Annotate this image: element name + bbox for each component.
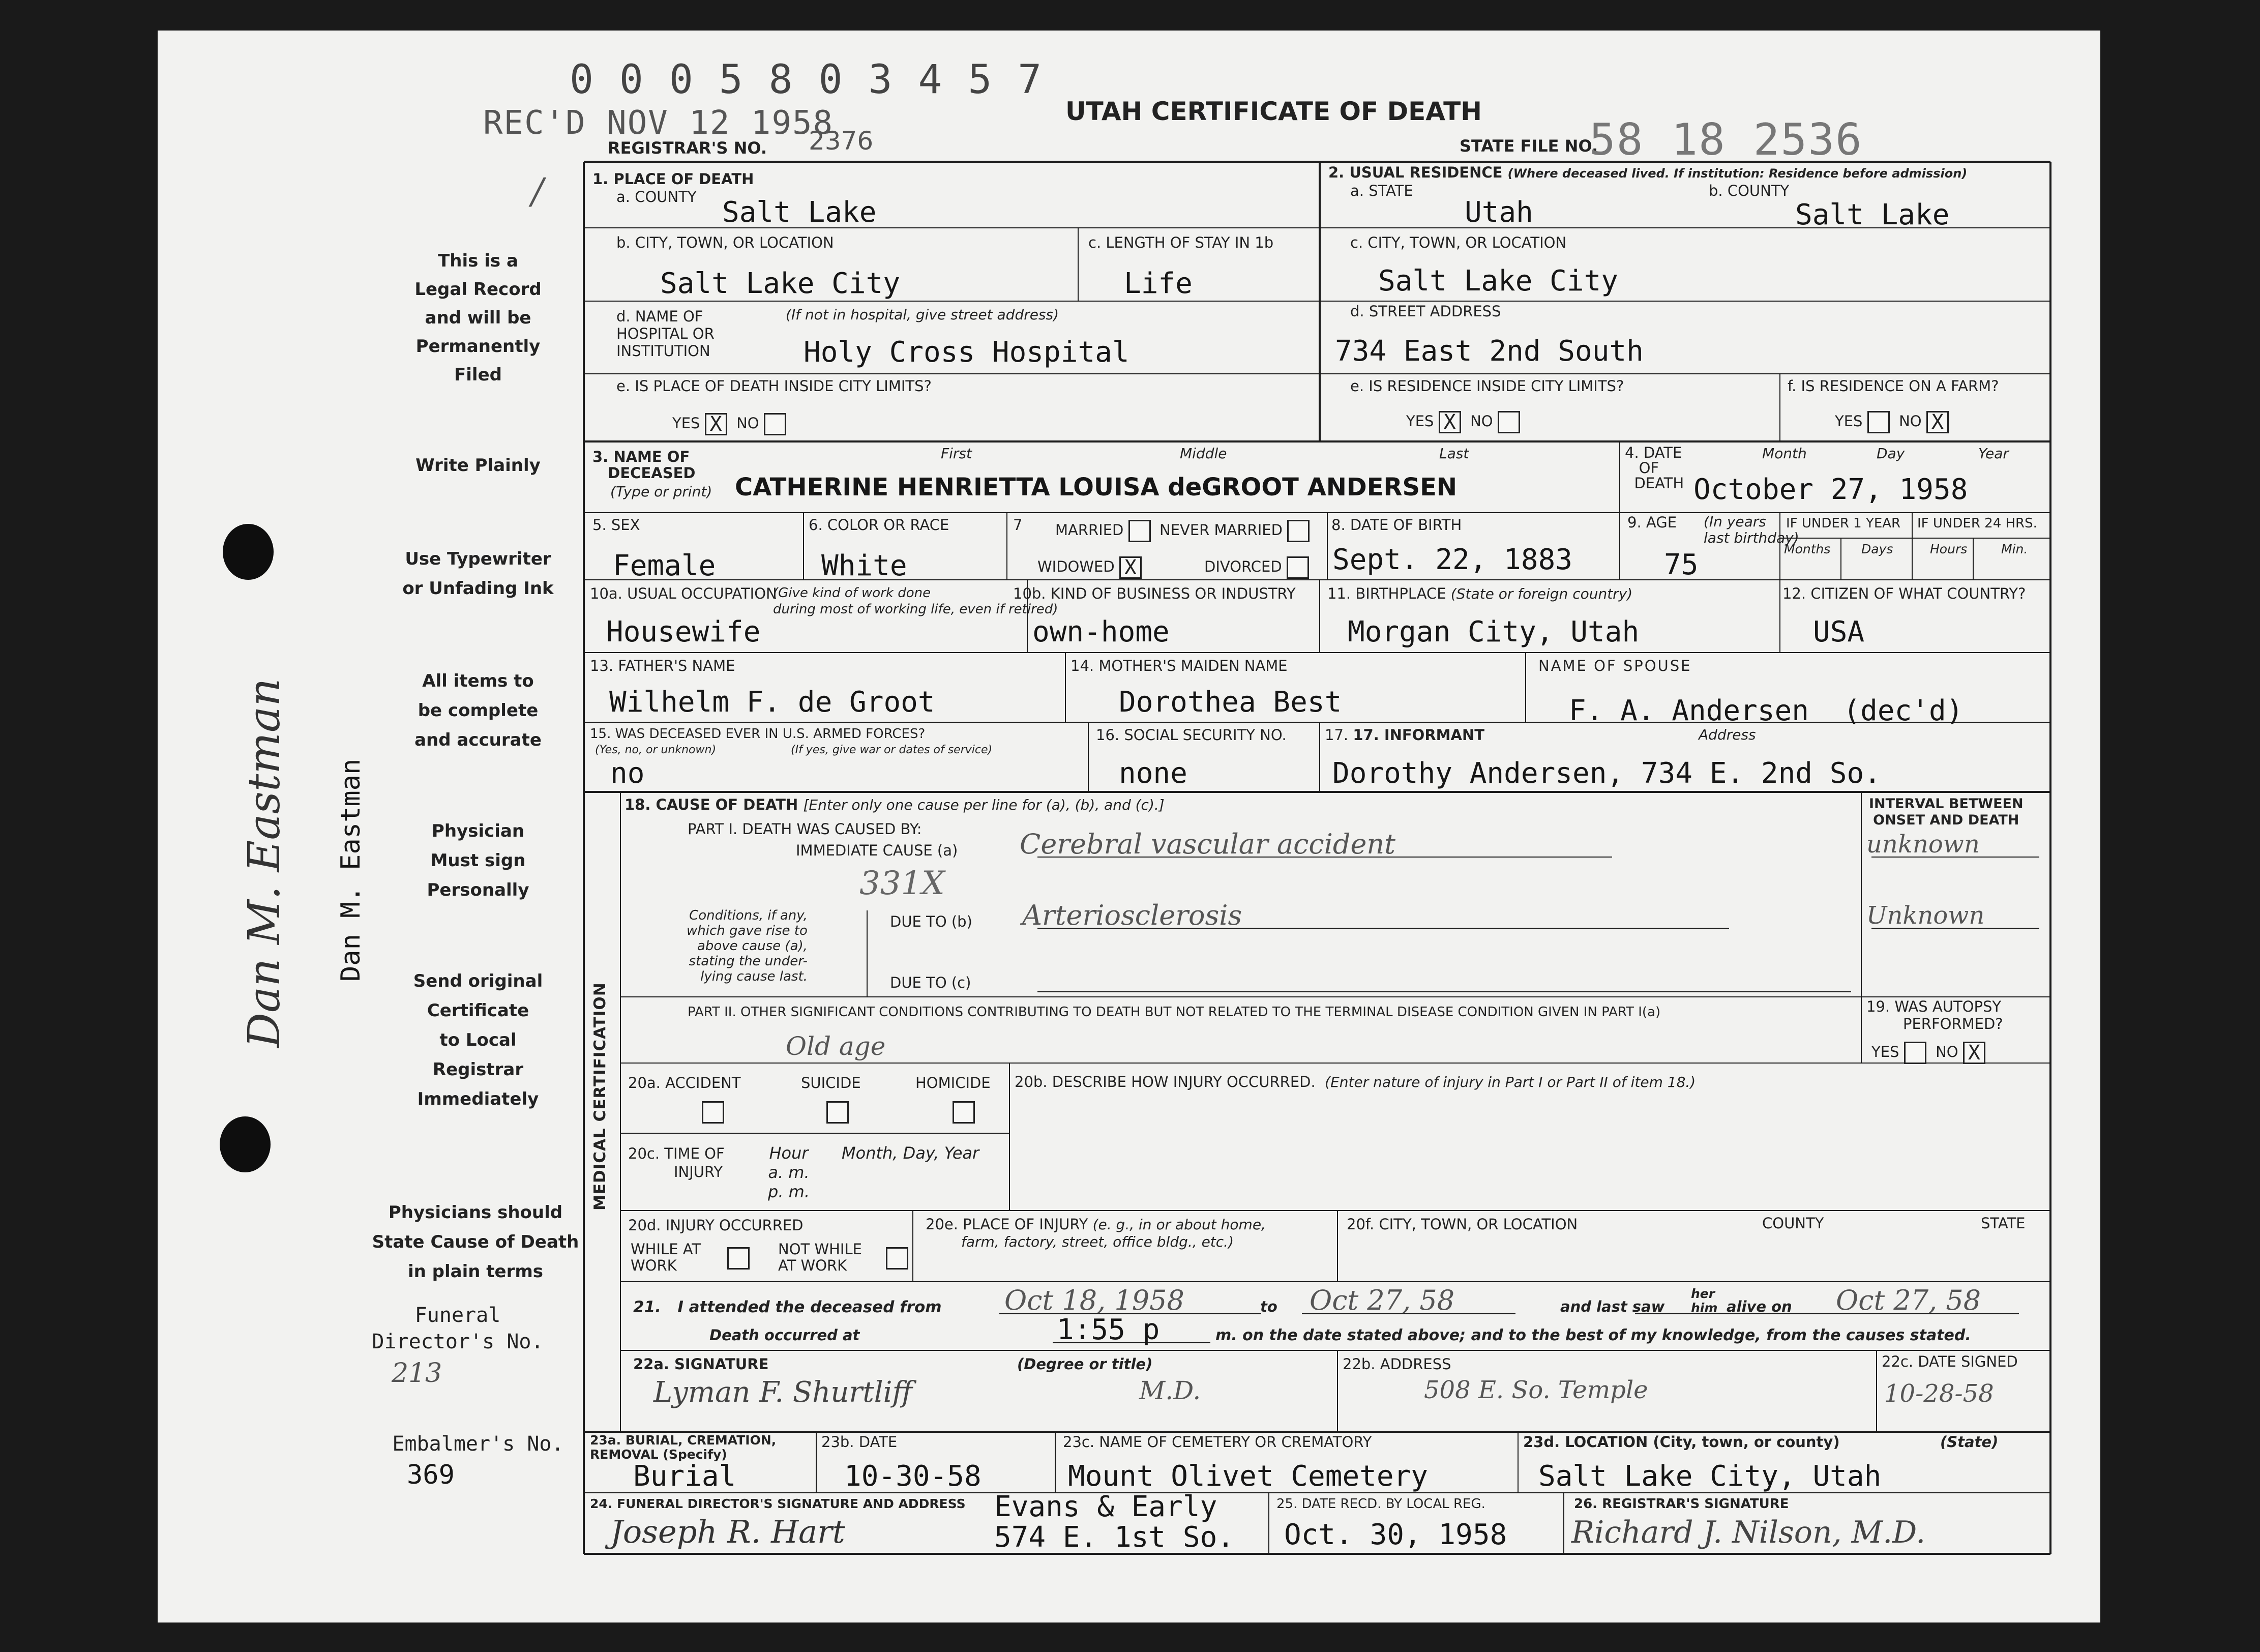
- sidebar-send: Send original Certificate to Local Registrar Immediately: [413, 971, 543, 1109]
- suicide-box[interactable]: [826, 1101, 849, 1124]
- res-city: Salt Lake City: [1378, 264, 1619, 298]
- registrar-signature: Richard J. Nilson, M.D.: [1571, 1515, 1926, 1550]
- birthplace-label: 11. BIRTHPLACE (State or foreign country): [1327, 585, 1633, 602]
- deceased-label: 3. NAME OF DECEASED: [592, 448, 696, 482]
- under-1-year-label: IF UNDER 1 YEAR: [1786, 516, 1901, 531]
- autopsy-label: 19. WAS AUTOPSY PERFORMED?: [1866, 998, 2003, 1032]
- embalmer-label: Embalmer's No.: [392, 1432, 564, 1456]
- date-signed-label: 22c. DATE SIGNED: [1882, 1353, 2018, 1370]
- embalmer-no: 369: [407, 1460, 455, 1490]
- widowed-option: WIDOWED X: [1037, 556, 1142, 579]
- immediate-cause: Cerebral vascular accident: [1020, 828, 1395, 860]
- due-b-label: DUE TO (b): [890, 913, 972, 930]
- birthplace: Morgan City, Utah: [1348, 615, 1640, 648]
- res-inside-no-box[interactable]: [1498, 411, 1520, 433]
- first-label: First: [941, 445, 972, 462]
- business-label: 10b. KIND OF BUSINESS OR INDUSTRY: [1013, 585, 1296, 602]
- due-c-label: DUE TO (c): [890, 974, 971, 991]
- marital-no: 7: [1013, 516, 1023, 534]
- hour-label: Hour a. m. p. m.: [768, 1143, 810, 1201]
- immediate-label: IMMEDIATE CAUSE (a): [796, 842, 958, 859]
- injury-desc-label: 20b. DESCRIBE HOW INJURY OCCURRED. (Enter nature of injury in Part I or Part II of item 18.): [1015, 1073, 1696, 1090]
- funeral-director-no: 213: [392, 1358, 442, 1389]
- farm-no-box[interactable]: X: [1926, 411, 1949, 433]
- autopsy-no-box[interactable]: X: [1963, 1042, 1985, 1064]
- citizen-label: 12. CITIZEN OF WHAT COUNTRY?: [1782, 585, 2026, 602]
- hours-label: Hours: [1930, 542, 1968, 556]
- burial-date: 10-30-58: [844, 1460, 982, 1493]
- part2-label: PART II. OTHER SIGNIFICANT CONDITIONS CONTRIBUTING TO DEATH BUT NOT RELATED TO THE TERMINAL DISEASE CONDITION GIVEN IN PART I(a): [688, 1005, 1661, 1020]
- residence-label: 2. USUAL RESIDENCE (Where deceased lived. If institution: Residence before admission): [1328, 164, 1968, 181]
- registrar-label: 26. REGISTRAR'S SIGNATURE: [1574, 1496, 1789, 1512]
- embalmer-signature: Dan M. Eastman: [239, 678, 290, 1048]
- informant-address-label: Address: [1699, 726, 1756, 743]
- certificate-title: UTAH CERTIFICATE OF DEATH: [1065, 97, 1482, 126]
- res-state-label: a. STATE: [1350, 182, 1413, 199]
- death-city: Salt Lake City: [660, 267, 901, 300]
- res-street-label: d. STREET ADDRESS: [1350, 303, 1501, 320]
- alive-on-label: alive on: [1727, 1298, 1792, 1315]
- cemetery-label: 23c. NAME OF CEMETERY OR CREMATORY: [1063, 1433, 1372, 1451]
- sex: Female: [613, 549, 716, 582]
- deceased-name: CATHERINE HENRIETTA LOUISA deGROOT ANDERSEN: [735, 473, 1458, 501]
- death-time-suffix: m. on the date stated above; and to the best of my knowledge, from the causes stated.: [1215, 1326, 1971, 1344]
- ssn: none: [1119, 757, 1187, 790]
- inside-city-checkboxes: YES X NO: [672, 413, 786, 435]
- homicide-label: HOMICIDE: [915, 1074, 991, 1092]
- while-work-box[interactable]: [727, 1247, 750, 1270]
- res-inside-yes-box[interactable]: X: [1439, 411, 1461, 433]
- place-of-death-label: 1. PLACE OF DEATH: [592, 170, 754, 188]
- mother-label: 14. MOTHER'S MAIDEN NAME: [1070, 657, 1288, 674]
- sidebar-legal: This is a Legal Record and will be Permanently Filed: [414, 251, 542, 385]
- sidebar-complete: All items to be complete and accurate: [414, 671, 542, 750]
- res-city-label: c. CITY, TOWN, OR LOCATION: [1350, 234, 1567, 251]
- inside-city-no-box[interactable]: [764, 413, 786, 435]
- res-state: Utah: [1465, 196, 1533, 229]
- cemetery: Mount Olivet Cemetery: [1068, 1460, 1429, 1493]
- state-file-label: STATE FILE NO.: [1460, 136, 1598, 156]
- hospital-name: Holy Cross Hospital: [804, 336, 1129, 369]
- citizen: USA: [1813, 615, 1865, 648]
- informant-label: 17. INFORMANT: [1353, 726, 1485, 744]
- married-option: MARRIED: [1055, 520, 1151, 542]
- physician-signature: Lyman F. Shurtliff: [653, 1376, 913, 1409]
- received-stamp: REC'D NOV 12 1958: [483, 104, 834, 142]
- city-injury-label: 20f. CITY, TOWN, OR LOCATION: [1347, 1216, 1578, 1233]
- ssn-label: 16. SOCIAL SECURITY NO.: [1096, 726, 1287, 744]
- time-injury-label: 20c. TIME OF INJURY: [628, 1145, 725, 1181]
- conditions-label: Conditions, if any, which gave rise to above cause (a), stating the under- lying cause last.: [687, 908, 808, 984]
- armed-forces-label: 15. WAS DECEASED EVER IN U.S. ARMED FORCES?: [590, 726, 926, 742]
- occupation-note: (Give kind of work done during most of working life, even if retired): [773, 585, 1058, 617]
- occurred-label: 20d. INJURY OCCURRED: [628, 1217, 804, 1234]
- race: White: [821, 549, 907, 582]
- date-signed: 10-28-58: [1884, 1379, 1994, 1408]
- funeral-home-address: 574 E. 1st So.: [994, 1521, 1235, 1554]
- not-while-work-label: NOT WHILE AT WORK: [778, 1241, 862, 1274]
- registrar-no: 2376: [809, 126, 874, 156]
- under-24-hrs-label: IF UNDER 24 HRS.: [1917, 516, 2037, 531]
- res-street: 734 East 2nd South: [1335, 335, 1644, 368]
- burial-label: 23a. BURIAL, CREMATION, REMOVAL (Specify): [590, 1433, 777, 1462]
- divorced-option: DIVORCED: [1204, 556, 1309, 579]
- location-label: 23d. LOCATION (City, town, or county): [1523, 1433, 1840, 1451]
- mother-name: Dorothea Best: [1119, 686, 1342, 719]
- res-inside-label: e. IS RESIDENCE INSIDE CITY LIMITS?: [1350, 377, 1624, 395]
- date-of-death: October 27, 1958: [1693, 473, 1968, 506]
- last-label: Last: [1439, 445, 1469, 462]
- day-label: Day: [1877, 445, 1905, 462]
- occupation-label: 10a. USUAL OCCUPATION: [590, 585, 777, 602]
- physician-degree: M.D.: [1139, 1376, 1201, 1405]
- months-label: Months: [1784, 542, 1831, 556]
- registrar-no-label: REGISTRAR'S NO.: [608, 138, 767, 158]
- due-to-b: Arteriosclerosis: [1022, 899, 1242, 931]
- physician-address: 508 E. So. Temple: [1424, 1376, 1648, 1404]
- cause-label: 18. CAUSE OF DEATH [Enter only one cause per line for (a), (b), and (c).]: [625, 796, 1165, 813]
- sidebar-physicians-state: Physicians should State Cause of Death in plain terms: [372, 1202, 579, 1282]
- attended-text: 21. I attended the deceased from: [633, 1298, 942, 1316]
- armed-forces-note-2: (If yes, give war or dates of service): [791, 744, 993, 756]
- date-recd: Oct. 30, 1958: [1284, 1518, 1507, 1551]
- age: 75: [1664, 548, 1699, 581]
- sidebar-write-plainly: Write Plainly: [415, 455, 541, 476]
- funeral-label: 24. FUNERAL DIRECTOR'S SIGNATURE AND ADDRESS: [590, 1496, 966, 1511]
- funeral-signature: Joseph R. Hart: [610, 1513, 845, 1550]
- date-of-birth: Sept. 22, 1883: [1332, 543, 1573, 576]
- farm-label: f. IS RESIDENCE ON A FARM?: [1788, 377, 1999, 395]
- part1-label: PART I. DEATH WAS CAUSED BY:: [688, 820, 922, 838]
- funeral-director-label: Funeral Director's No.: [372, 1304, 544, 1353]
- autopsy-yes-box[interactable]: [1904, 1042, 1926, 1064]
- farm-checkboxes: YES NO X: [1835, 411, 1949, 433]
- tick-mark: /: [531, 170, 544, 212]
- spouse-name: F. A. Andersen (dec'd): [1569, 694, 1964, 727]
- interval-label: INTERVAL BETWEEN ONSET AND DEATH: [1869, 796, 2024, 828]
- autopsy-checkboxes: YES NO X: [1871, 1042, 1985, 1064]
- cause-code: 331X: [859, 865, 945, 902]
- to-label: to: [1260, 1298, 1277, 1315]
- married-box[interactable]: [1128, 520, 1151, 542]
- medical-cert-side-label: MEDICAL CERTIFICATION: [591, 982, 609, 1211]
- middle-label: Middle: [1180, 445, 1227, 462]
- age-label: 9. AGE: [1627, 514, 1677, 531]
- year-label: Year: [1978, 445, 2009, 462]
- city-label: b. CITY, TOWN, OR LOCATION: [616, 234, 834, 251]
- accident-box[interactable]: [702, 1101, 724, 1124]
- date-recd-label: 25. DATE RECD. BY LOCAL REG.: [1276, 1496, 1485, 1512]
- her-him-label: her him: [1691, 1286, 1718, 1315]
- degree-label: (Degree or title): [1017, 1355, 1153, 1373]
- race-label: 6. COLOR OR RACE: [809, 516, 949, 534]
- never-married-option: NEVER MARRIED: [1159, 520, 1310, 542]
- mdy-label: Month, Day, Year: [842, 1143, 979, 1163]
- suicide-label: SUICIDE: [801, 1074, 861, 1092]
- funeral-home-name: Evans & Early: [994, 1490, 1217, 1523]
- informant-label-wrap: 17. 17. INFORMANT: [1325, 726, 1485, 744]
- length-of-stay: Life: [1124, 267, 1193, 300]
- attended-from-date: Oct 18, 1958: [1004, 1284, 1184, 1316]
- sidebar-physician: Physician Must sign Personally: [427, 821, 529, 900]
- occupation: Housewife: [606, 615, 761, 648]
- not-while-work-box[interactable]: [886, 1247, 908, 1270]
- accident-label: 20a. ACCIDENT: [628, 1074, 741, 1092]
- min-label: Min.: [2001, 542, 2028, 556]
- days-label: Days: [1861, 542, 1893, 556]
- spouse-label: NAME OF SPOUSE: [1538, 657, 1692, 674]
- burial-type: Burial: [633, 1460, 736, 1493]
- interval-b: Unknown: [1866, 901, 1985, 930]
- death-occurred-label: Death occurred at: [709, 1326, 860, 1344]
- divorced-box[interactable]: [1287, 556, 1309, 579]
- burial-date-label: 23b. DATE: [821, 1433, 898, 1451]
- res-inside-checkboxes: YES X NO: [1406, 411, 1520, 433]
- burial-location: Salt Lake City, Utah: [1538, 1460, 1882, 1493]
- sex-label: 5. SEX: [592, 516, 640, 534]
- state-injury-label: STATE: [1981, 1215, 2026, 1232]
- county-label: a. COUNTY: [616, 188, 697, 205]
- widowed-box[interactable]: X: [1119, 556, 1142, 579]
- part2-value: Old age: [786, 1031, 886, 1061]
- father-name: Wilhelm F. de Groot: [609, 686, 935, 719]
- embalmer-name-typed: Dan M. Eastman: [336, 758, 366, 982]
- age-note: (In years last birthday): [1704, 513, 1799, 546]
- hospital-note: (If not in hospital, give street address): [786, 306, 1059, 323]
- homicide-box[interactable]: [953, 1101, 975, 1124]
- res-county-label: b. COUNTY: [1709, 182, 1790, 199]
- state-file-no: 58 18 2536: [1589, 114, 1863, 165]
- county-injury-label: COUNTY: [1762, 1215, 1824, 1232]
- business: own-home: [1032, 615, 1170, 648]
- month-label: Month: [1762, 445, 1807, 462]
- informant: Dorothy Andersen, 734 E. 2nd So.: [1332, 757, 1881, 790]
- inside-city-yes-box[interactable]: X: [705, 413, 727, 435]
- serial-number: 0 0 0 5 8 0 3 4 5 7: [570, 57, 1043, 103]
- stay-label: c. LENGTH OF STAY IN 1b: [1088, 234, 1274, 251]
- signature-label: 22a. SIGNATURE: [633, 1355, 769, 1373]
- father-label: 13. FATHER'S NAME: [590, 657, 735, 674]
- hospital-label: d. NAME OF HOSPITAL OR INSTITUTION: [616, 308, 715, 360]
- dob-label: 8. DATE OF BIRTH: [1331, 516, 1462, 534]
- never-married-box[interactable]: [1287, 520, 1310, 542]
- address-label: 22b. ADDRESS: [1343, 1355, 1451, 1373]
- inside-city-label: e. IS PLACE OF DEATH INSIDE CITY LIMITS?: [616, 377, 932, 395]
- location-state-label: (State): [1940, 1433, 1999, 1451]
- armed-forces: no: [610, 757, 645, 790]
- alive-date: Oct 27, 58: [1836, 1284, 1981, 1316]
- res-county: Salt Lake: [1795, 198, 1950, 231]
- attended-to-date: Oct 27, 58: [1310, 1284, 1455, 1316]
- place-injury-label: 20e. PLACE OF INJURY (e. g., in or about home, farm, factory, street, office bldg., etc.): [926, 1216, 1266, 1250]
- date-of-death-label: 4. DATE OF DEATH: [1625, 444, 1684, 492]
- armed-forces-note-1: (Yes, no, or unknown): [595, 744, 717, 756]
- death-time: 1:55 p: [1057, 1313, 1160, 1346]
- death-county: Salt Lake: [722, 196, 877, 229]
- interval-a: unknown: [1866, 830, 1980, 859]
- last-saw-label: and last saw: [1560, 1298, 1665, 1315]
- while-work-label: WHILE AT WORK: [631, 1241, 701, 1274]
- farm-yes-box[interactable]: [1867, 411, 1890, 433]
- type-note: (Type or print): [610, 483, 712, 500]
- sidebar-typewriter: Use Typewriter or Unfading Ink: [402, 549, 554, 599]
